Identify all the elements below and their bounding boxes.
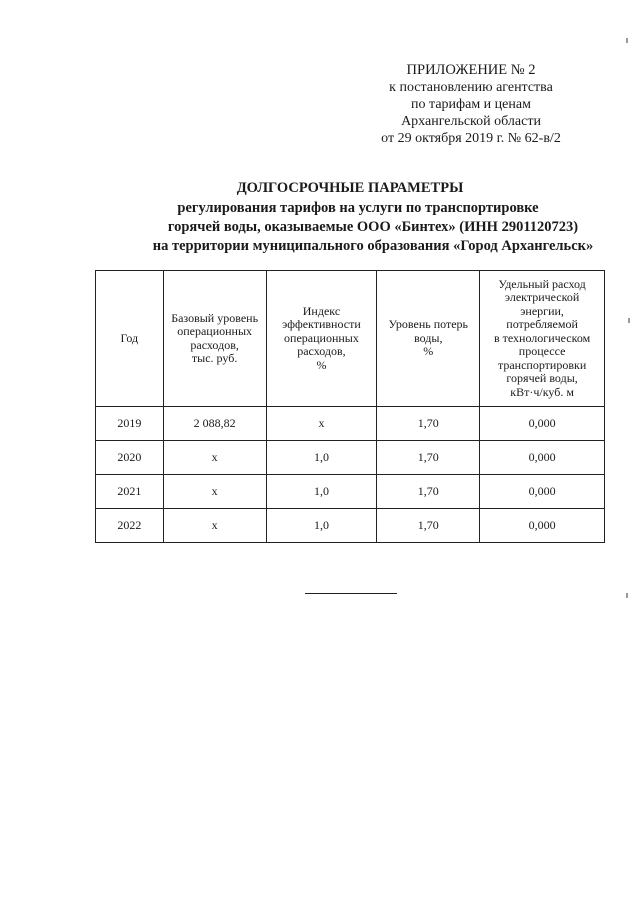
cell-energy-use: 0,000 — [480, 509, 605, 543]
title-heading: ДОЛГОСРОЧНЫЕ ПАРАМЕТРЫ — [236, 180, 464, 196]
header-text: % — [316, 357, 327, 372]
parameters-table — [95, 270, 605, 543]
cell-base-opex: x — [163, 475, 266, 509]
title-line: регулирования тарифов на услуги по транспортировке — [177, 200, 539, 216]
title-line: на территории муниципального образования «Город Архангельск» — [152, 238, 594, 254]
table-row — [96, 407, 605, 441]
header-text: горячей воды, — [506, 371, 578, 386]
appendix-date: от 29 октября 2019 г. № 62-в/2 — [381, 131, 561, 146]
appendix-line: Архангельской области — [401, 114, 541, 129]
header-year — [96, 271, 164, 407]
header-text: расходов, — [297, 344, 346, 359]
cell-efficiency-index: 1,0 — [266, 475, 377, 509]
table-header — [96, 271, 605, 407]
cell-water-loss: 1,70 — [377, 407, 480, 441]
header-text: воды, — [414, 330, 443, 345]
cell-water-loss: 1,70 — [377, 441, 480, 475]
appendix-line: по тарифам и ценам — [411, 97, 531, 112]
table-body — [96, 407, 605, 543]
header-text: кВт·ч/куб. м — [510, 384, 574, 399]
header-text: потребляемой — [506, 317, 578, 332]
header-text: процессе — [518, 344, 566, 359]
header-text: Уровень потерь — [388, 317, 469, 332]
header-text: Год — [120, 330, 139, 345]
header-text: Удельный расход — [498, 276, 586, 291]
cell-efficiency-index: 1,0 — [266, 509, 377, 543]
appendix-block — [366, 62, 576, 147]
header-text: в технологическом — [493, 330, 591, 345]
end-rule — [305, 593, 397, 594]
scan-mark — [628, 318, 630, 323]
scan-mark — [626, 38, 628, 43]
header-text: транспортировки — [497, 357, 587, 372]
cell-base-opex: x — [163, 441, 266, 475]
cell-year: 2021 — [96, 475, 164, 509]
header-text: операционных — [284, 330, 359, 345]
header-text: Индекс — [302, 303, 341, 318]
cell-energy-use: 0,000 — [480, 407, 605, 441]
header-text: расходов, — [190, 337, 239, 352]
table-row — [96, 475, 605, 509]
header-water-loss — [377, 271, 480, 407]
header-text: операционных — [177, 324, 253, 338]
appendix-number: ПРИЛОЖЕНИЕ № 2 — [406, 62, 536, 78]
appendix-line: к постановлению агентства — [389, 80, 553, 95]
cell-water-loss: 1,70 — [377, 475, 480, 509]
table-row — [96, 509, 605, 543]
cell-year: 2022 — [96, 509, 164, 543]
header-text: электрической — [504, 290, 580, 305]
cell-base-opex: 2 088,82 — [163, 407, 266, 441]
cell-base-opex: x — [163, 509, 266, 543]
header-base-opex — [163, 271, 266, 407]
scan-mark — [626, 593, 628, 598]
cell-energy-use: 0,000 — [480, 441, 605, 475]
header-text: эффективности — [282, 317, 361, 332]
cell-efficiency-index: x — [266, 407, 377, 441]
cell-year: 2019 — [96, 407, 164, 441]
cell-year: 2020 — [96, 441, 164, 475]
cell-energy-use: 0,000 — [480, 475, 605, 509]
header-text: тыс. руб. — [191, 351, 238, 365]
table-row — [96, 441, 605, 475]
header-energy-use — [480, 271, 605, 407]
cell-efficiency-index: 1,0 — [266, 441, 377, 475]
title-line: горячей воды, оказываемые ООО «Бинтех» (ИНН 2901120723) — [167, 219, 579, 235]
header-efficiency-index — [266, 271, 377, 407]
cell-water-loss: 1,70 — [377, 509, 480, 543]
header-row — [96, 271, 605, 407]
header-text: энергии, — [520, 303, 564, 318]
header-text: Базовый уровень — [171, 310, 259, 325]
header-text: % — [423, 344, 434, 359]
